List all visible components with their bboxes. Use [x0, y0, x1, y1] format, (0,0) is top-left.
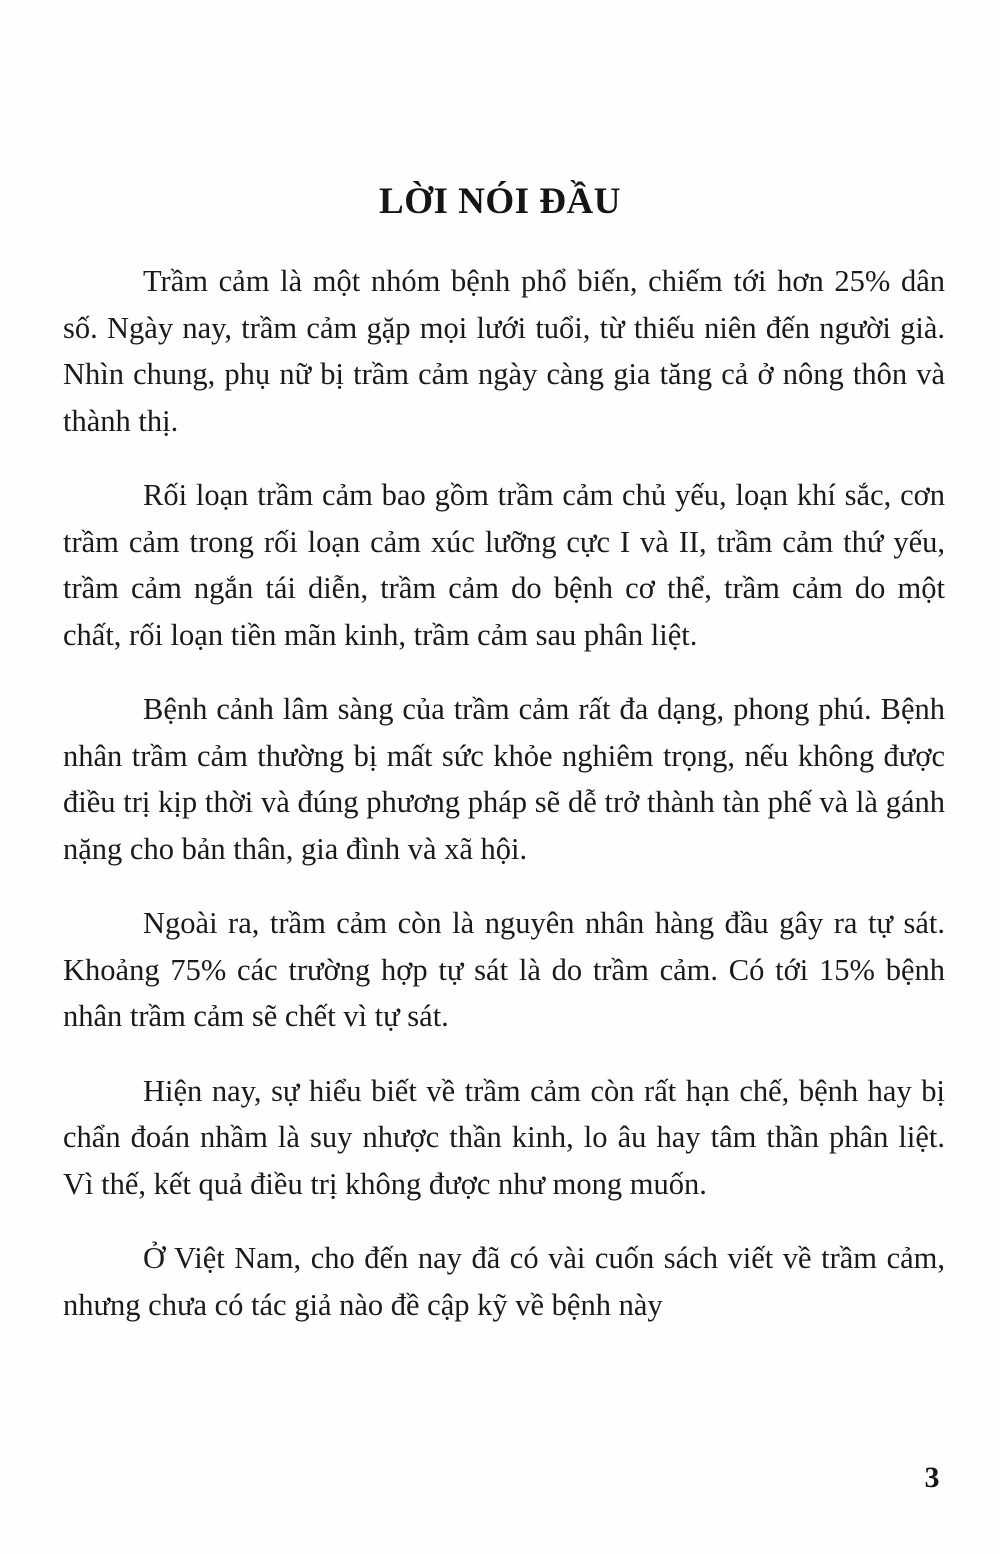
body-text [63, 258, 945, 1328]
page-number: 3 [924, 1461, 940, 1494]
paragraph: Trầm cảm là một nhóm bệnh phổ biến, chiếm tới hơn 25% dân số. Ngày nay, trầm cảm gặp mọi lưới tuổi, từ thiếu niên đến người già. Nhìn chung, phụ nữ bị trầm cảm ngày càng gia tăng cả ở nông thôn và thành thị. [63, 264, 945, 438]
paragraph: Rối loạn trầm cảm bao gồm trầm cảm chủ yếu, loạn khí sắc, cơn trầm cảm trong rối loạn cảm xúc lưỡng cực I và II, trầm cảm thứ yếu, trầm cảm ngắn tái diễn, trầm cảm do bệnh cơ thể, trầm cảm do một chất, rối loạn tiền mãn kinh, trầm cảm sau phân liệt. [63, 478, 945, 652]
page-title: LỜI NÓI ĐẦU [379, 180, 621, 222]
paragraph: Ngoài ra, trầm cảm còn là nguyên nhân hàng đầu gây ra tự sát. Khoảng 75% các trường hợp tự sát là do trầm cảm. Có tới 15% bệnh nhân trầm cảm sẽ chết vì tự sát. [63, 906, 945, 1033]
paragraph: Hiện nay, sự hiểu biết về trầm cảm còn rất hạn chế, bệnh hay bị chẩn đoán nhầm là suy nhược thần kinh, lo âu hay tâm thần phân liệt. Vì thế, kết quả điều trị không được như mong muốn. [63, 1073, 945, 1201]
paragraph: Bệnh cảnh lâm sàng của trầm cảm rất đa dạng, phong phú. Bệnh nhân trầm cảm thường bị mất sức khỏe nghiêm trọng, nếu không được điều trị kịp thời và đúng phương pháp sẽ dễ trở thành tàn phế và là gánh nặng cho bản thân, gia đình và xã hội. [63, 692, 945, 866]
paragraph: Ở Việt Nam, cho đến nay đã có vài cuốn sách viết về trầm cảm, nhưng chưa có tác giả nào đề cập kỹ về bệnh này [63, 1241, 945, 1322]
